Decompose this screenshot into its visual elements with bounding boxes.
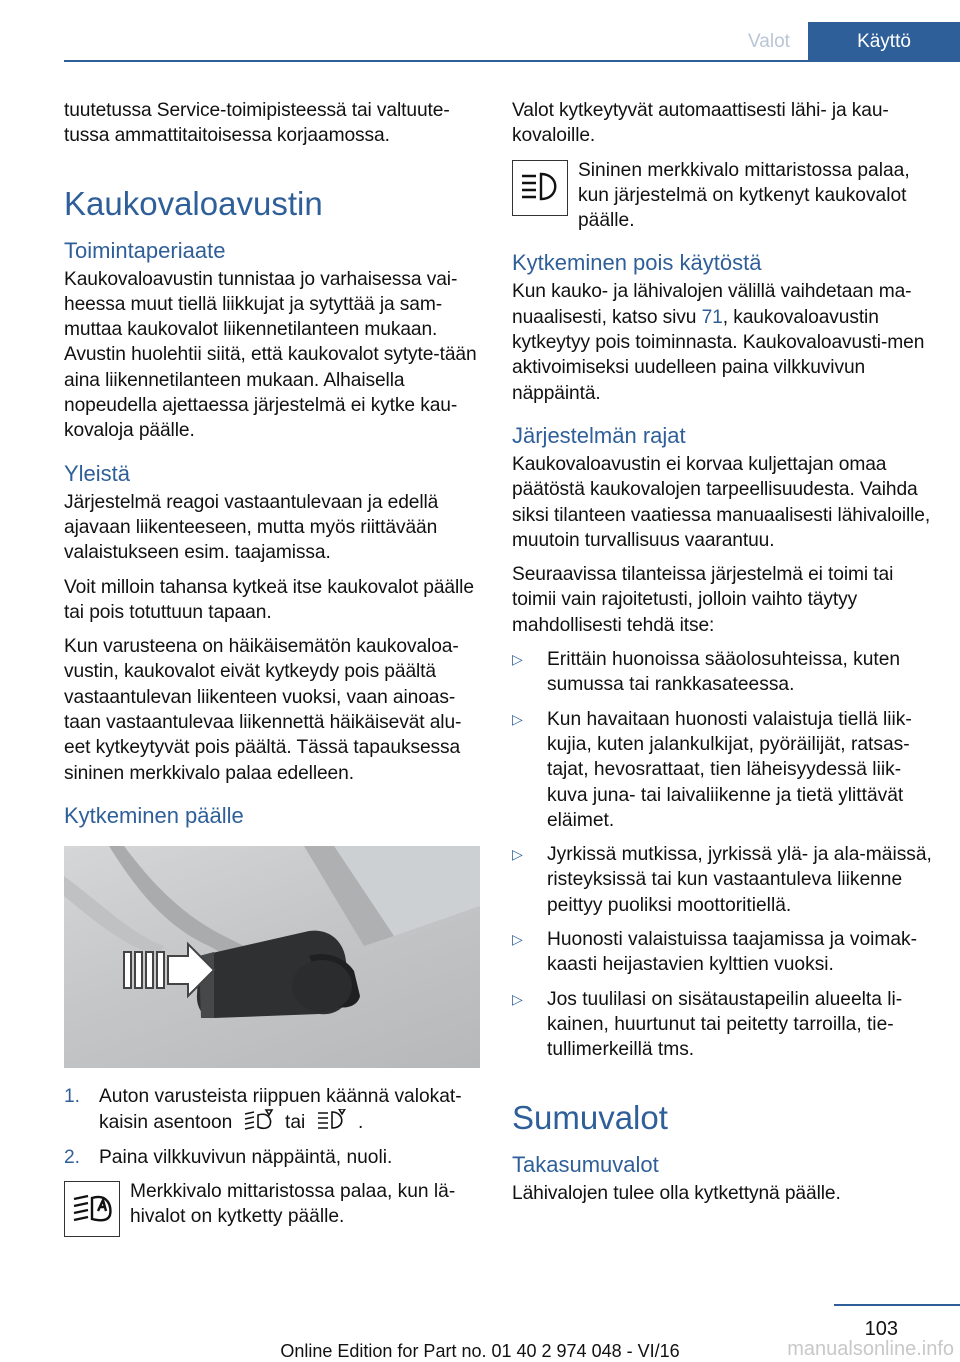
triangle-bullet-icon: ▷: [512, 990, 523, 1007]
paragraph-rajat-1: Kaukovaloavustin ei korvaa kuljettajan omaa päätöstä kaukovalojen tarpeellisuudesta. Vaihda siksi tilanteen vaatiessa manuaalisesti lähivaloille, muutoin turvallisuus vaarantuu.: [512, 453, 931, 551]
paragraph-toimintaperiaate: Kaukovaloavustin tunnistaa jo varhaisessa vai-heessa muut tiellä liikkujat ja sytyttää ja sam-muttaa kaukovalot liikennetilanteen mukaan. Avustin huolehtii siitä, että kaukovalot sytyte-tään aina liikennetilanteen mukaan. Alhaisella nopeudella ajettaessa järjestelmä ei kytke kau-kovaloja päälle.: [64, 268, 477, 442]
list-item: ▷ Jyrkissä mutkissa, jyrkissä ylä- ja ala-mäissä, risteyksissä tai kun vastaantuleva liikenne peittyy puoliksi moottoritiellä.: [512, 842, 932, 918]
paragraph-yleista-2: Voit milloin tahansa kytkeä itse kaukovalot päälle tai pois totuttuun tapaan.: [64, 576, 474, 623]
left-column: [64, 98, 478, 1247]
auto-low-beam-icon: [242, 1109, 276, 1131]
limitations-list: [512, 647, 932, 1062]
triangle-bullet-icon: ▷: [512, 710, 523, 727]
subheading-toimintaperiaate: Toimintaperiaate: [64, 237, 226, 263]
auto-low-beam-icon: [64, 1181, 120, 1237]
header-tabs: [730, 22, 960, 62]
tab-kaytto[interactable]: Käyttö: [808, 22, 960, 62]
step-number: 1.: [64, 1085, 81, 1107]
auto-high-beam-icon: [315, 1109, 349, 1131]
watermark: manualsonline.info: [787, 1338, 954, 1360]
intro-paragraph: tuutetussa Service-toimipisteessä tai valtuute-tussa ammattitaitoisessa korjaamossa.: [64, 100, 450, 147]
paragraph-yleista-1: Järjestelmä reagoi vastaantulevaan ja edellä ajavaan liikenteeseen, mutta myös riittävään valaistukseen esim. taajamissa.: [64, 491, 439, 564]
step-text-end: .: [357, 1112, 364, 1134]
triangle-bullet-icon: ▷: [512, 651, 523, 668]
subheading-jarjestelman-rajat: Järjestelmän rajat: [512, 422, 686, 448]
high-beam-icon: [512, 160, 568, 216]
step-text-or: tai: [285, 1112, 306, 1134]
turn-signal-lever-photo: [64, 846, 480, 1068]
indicator-notice-right: [512, 158, 932, 234]
notice-text: Sininen merkkivalo mittaristossa palaa, kun järjestelmä on kytkenyt kaukovalot päälle.: [578, 159, 910, 232]
section-title-sumuvalot: Sumuvalot: [512, 1098, 668, 1136]
right-column: [512, 98, 932, 1215]
header-rule: [64, 60, 960, 62]
triangle-bullet-icon: ▷: [512, 931, 523, 948]
paragraph-rajat-2: Seuraavissa tilanteissa järjestelmä ei toimi tai toimii vain rajoitetusti, jolloin vaihto täytyy mahdollisesti tehdä itse:: [512, 564, 894, 636]
indicator-notice-left: [64, 1179, 478, 1237]
list-item: [64, 1084, 478, 1136]
section-title-kaukovaloavustin: Kaukovaloavustin: [64, 184, 323, 222]
subheading-kytkeminen-paalle: Kytkeminen päälle: [64, 802, 244, 828]
tab-valot[interactable]: Valot: [748, 31, 790, 52]
subheading-kytkeminen-pois: Kytkeminen pois käytöstä: [512, 250, 762, 276]
list-item: ▷ Huonosti valaistuissa taajamissa ja voimak-kaasti heijastavien kylttien vuoksi.: [512, 927, 932, 978]
edition-text: Online Edition for Part no. 01 40 2 974 048 - VI/16: [280, 1341, 680, 1361]
subheading-yleista: Yleistä: [64, 460, 131, 486]
step-number: 2.: [64, 1146, 81, 1168]
list-item: ▷ Erittäin huonoissa sääolosuhteissa, kuten sumussa tai rankkasateessa.: [512, 647, 932, 698]
step-text: Auton varusteista riippuen käännä valokat-kaisin asentoon: [99, 1085, 462, 1134]
paragraph-kytkeminen-pois: Kun kauko- ja lähivalojen välillä vaihdetaan ma-nuaalisesti, katso sivu 71, kaukovaloavustin kytkeytyy pois toiminnasta. Kaukovaloavusti-men aktivoimiseksi uudelleen paina vilkkuvivun näppäintä.: [512, 281, 925, 404]
lever-illustration: [64, 846, 480, 1068]
paragraph-takasumuvalot: Lähivalojen tulee olla kytkettynä päälle.: [512, 1182, 841, 1204]
subheading-takasumuvalot: Takasumuvalot: [512, 1151, 659, 1177]
page-link[interactable]: 71: [701, 306, 723, 328]
notice-text: Merkkivalo mittaristossa palaa, kun lä-hivalot on kytketty päälle.: [130, 1180, 456, 1228]
footer-rule: [834, 1304, 960, 1306]
page-number: 103: [864, 1318, 898, 1340]
intro-paragraph: Valot kytkeytyvät automaattisesti lähi- ja kau-kovaloille.: [512, 100, 889, 147]
paragraph-yleista-3: Kun varusteena on häikäisemätön kaukovaloa-vustin, kaukovalot eivät kytkeydy pois päältä vastaantulevan liikenteen vuoksi, vaan ainoas-taan vastaantulevaa liikennettä häikäisevät alu-eet kytkeytyvät pois päältä. Tässä tapauksessa sininen merkkivalo palaa edelleen.: [64, 636, 462, 784]
steps-list: [64, 1084, 478, 1170]
list-item: [64, 1145, 478, 1170]
step-text: Paina vilkkuvivun näppäintä, nuoli.: [99, 1146, 393, 1168]
triangle-bullet-icon: ▷: [512, 846, 523, 863]
list-item: ▷ Jos tuulilasi on sisätaustapeilin alueelta li-kainen, huurtunut tai peitetty tarroilla, tie-tullimerkeillä tms.: [512, 987, 932, 1063]
list-item: ▷ Kun havaitaan huonosti valaistuja tiellä liik-kujia, kuten jalankulkijat, pyöräilijät, ratsas-tajat, hevosrattaat, tien läheisyydessä liik-kuva juna- tai laivaliikenne ja tietä ylittävät eläimet.: [512, 707, 932, 833]
